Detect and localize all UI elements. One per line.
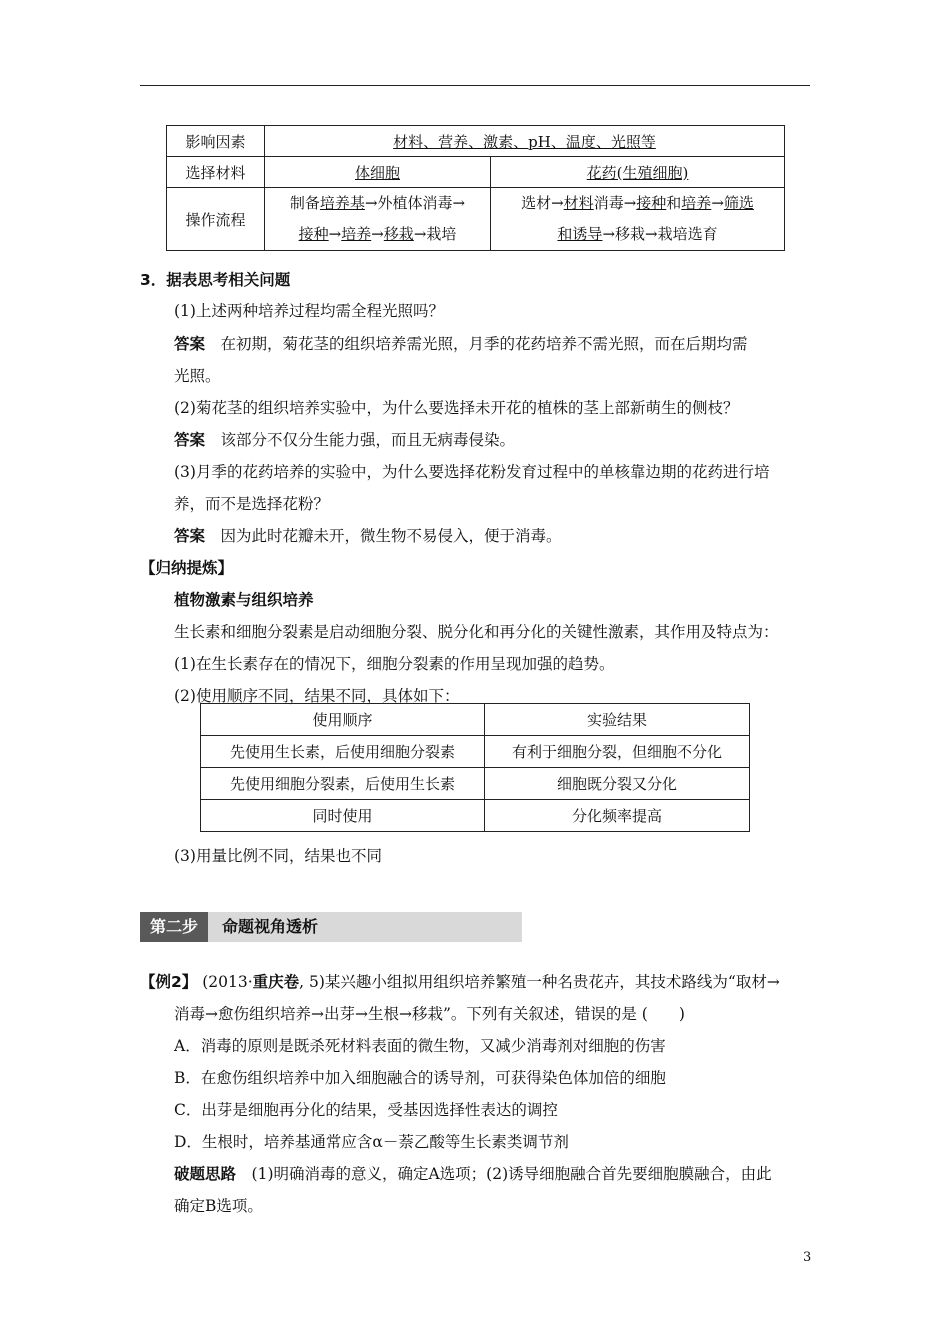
option-b: B．在愈伤组织培养中加入细胞融合的诱导剂，可获得染色体加倍的细胞	[174, 1069, 666, 1087]
step-tag: 第二步	[140, 912, 208, 942]
summary-subheading: 植物激素与组织培养	[174, 591, 314, 609]
row-label: 影响因素	[167, 126, 265, 157]
material-anther: 花药(生殖细胞)	[491, 157, 785, 188]
procedure-anther: 选材→材料消毒→接种和培养→筛选 和诱导→移栽→栽培选育	[491, 188, 785, 251]
material-somatic: 体细胞	[265, 157, 491, 188]
example-line: 消毒→愈伤组织培养→出芽→生根→移栽”。下列有关叙述，错误的是 ( )	[174, 1005, 685, 1023]
question-1: (1)上述两种培养过程均需全程光照吗？	[174, 302, 444, 320]
hint-line: 破题思路 (1)明确消毒的意义，确定A选项；(2)诱导细胞融合首先要细胞膜融合，由此	[174, 1165, 772, 1183]
table-row	[201, 768, 750, 800]
column-header: 实验结果	[485, 704, 750, 736]
answer-label: 答案	[174, 431, 206, 449]
table-row	[201, 736, 750, 768]
hint-label: 破题思路	[174, 1165, 237, 1183]
answer-3: 答案 因为此时花瓣未开，微生物不易侵入，便于消毒。	[174, 527, 562, 545]
answer-label: 答案	[174, 527, 206, 545]
hint-line-cont: 确定B选项。	[174, 1197, 263, 1215]
summary-paragraph: (3)用量比例不同，结果也不同	[174, 847, 382, 865]
page-number: 3	[803, 1250, 812, 1265]
table-row	[167, 188, 785, 251]
table-cell: 分化频率提高	[485, 800, 750, 832]
table-cell: 有利于细胞分裂，但细胞不分化	[485, 736, 750, 768]
question-3-cont: 养，而不是选择花粉？	[174, 495, 330, 513]
option-a: A．消毒的原则是既杀死材料表面的微生物，又减少消毒剂对细胞的伤害	[174, 1037, 666, 1055]
table-cell: 同时使用	[201, 800, 485, 832]
summary-heading: 【归纳提炼】	[140, 559, 234, 577]
question-3: (3)月季的花药培养的实验中，为什么要选择花粉发育过程中的单核靠边期的花药进行培	[174, 463, 770, 481]
answer-2: 答案 该部分不仅分生能力强，而且无病毒侵染。	[174, 431, 516, 449]
step-title: 命题视角透析	[222, 917, 319, 936]
column-header: 使用顺序	[201, 704, 485, 736]
header-rule	[140, 85, 810, 86]
option-c: C．出芽是细胞再分化的结果，受基因选择性表达的调控	[174, 1101, 558, 1119]
table-row	[201, 800, 750, 832]
example-label: 【例2】	[140, 973, 198, 991]
procedure-somatic: 制备培养基→外植体消毒→ 接种→培养→移栽→栽培	[265, 188, 491, 251]
option-d: D．生根时，培养基通常应含α－萘乙酸等生长素类调节剂	[174, 1133, 569, 1151]
hormone-order-table	[200, 703, 750, 832]
influence-factors: 材料、营养、激素、pH、温度、光照等	[265, 126, 785, 157]
table-cell: 先使用细胞分裂素，后使用生长素	[201, 768, 485, 800]
answer-1-cont: 光照。	[174, 367, 221, 385]
table-cell: 细胞既分裂又分化	[485, 768, 750, 800]
answer-label: 答案	[174, 335, 206, 353]
row-label: 选择材料	[167, 157, 265, 188]
table-row	[167, 157, 785, 188]
question-2: (2)菊花茎的组织培养实验中，为什么要选择未开花的植株的茎上部新萌生的侧枝？	[174, 399, 739, 417]
answer-1: 答案 在初期，菊花茎的组织培养需光照，月季的花药培养不需光照，而在后期均需	[174, 335, 748, 353]
section-heading: 3．据表思考相关问题	[140, 271, 291, 289]
table-row	[167, 126, 785, 157]
summary-paragraph: (1)在生长素存在的情况下，细胞分裂素的作用呈现加强的趋势。	[174, 655, 615, 673]
row-label: 操作流程	[167, 188, 265, 251]
table-cell: 先使用生长素，后使用细胞分裂素	[201, 736, 485, 768]
culture-comparison-table	[166, 125, 785, 251]
step-banner	[140, 912, 522, 942]
example-line: 【例2】 (2013·重庆卷, 5)某兴趣小组拟用组织培养繁殖一种名贵花卉，其技术路线为“取材→	[140, 973, 780, 991]
summary-paragraph: (2)使用顺序不同，结果不同，具体如下：	[174, 687, 460, 705]
summary-paragraph: 生长素和细胞分裂素是启动细胞分裂、脱分化和再分化的关键性激素，其作用及特点为：	[174, 623, 779, 641]
table-header-row	[201, 704, 750, 736]
